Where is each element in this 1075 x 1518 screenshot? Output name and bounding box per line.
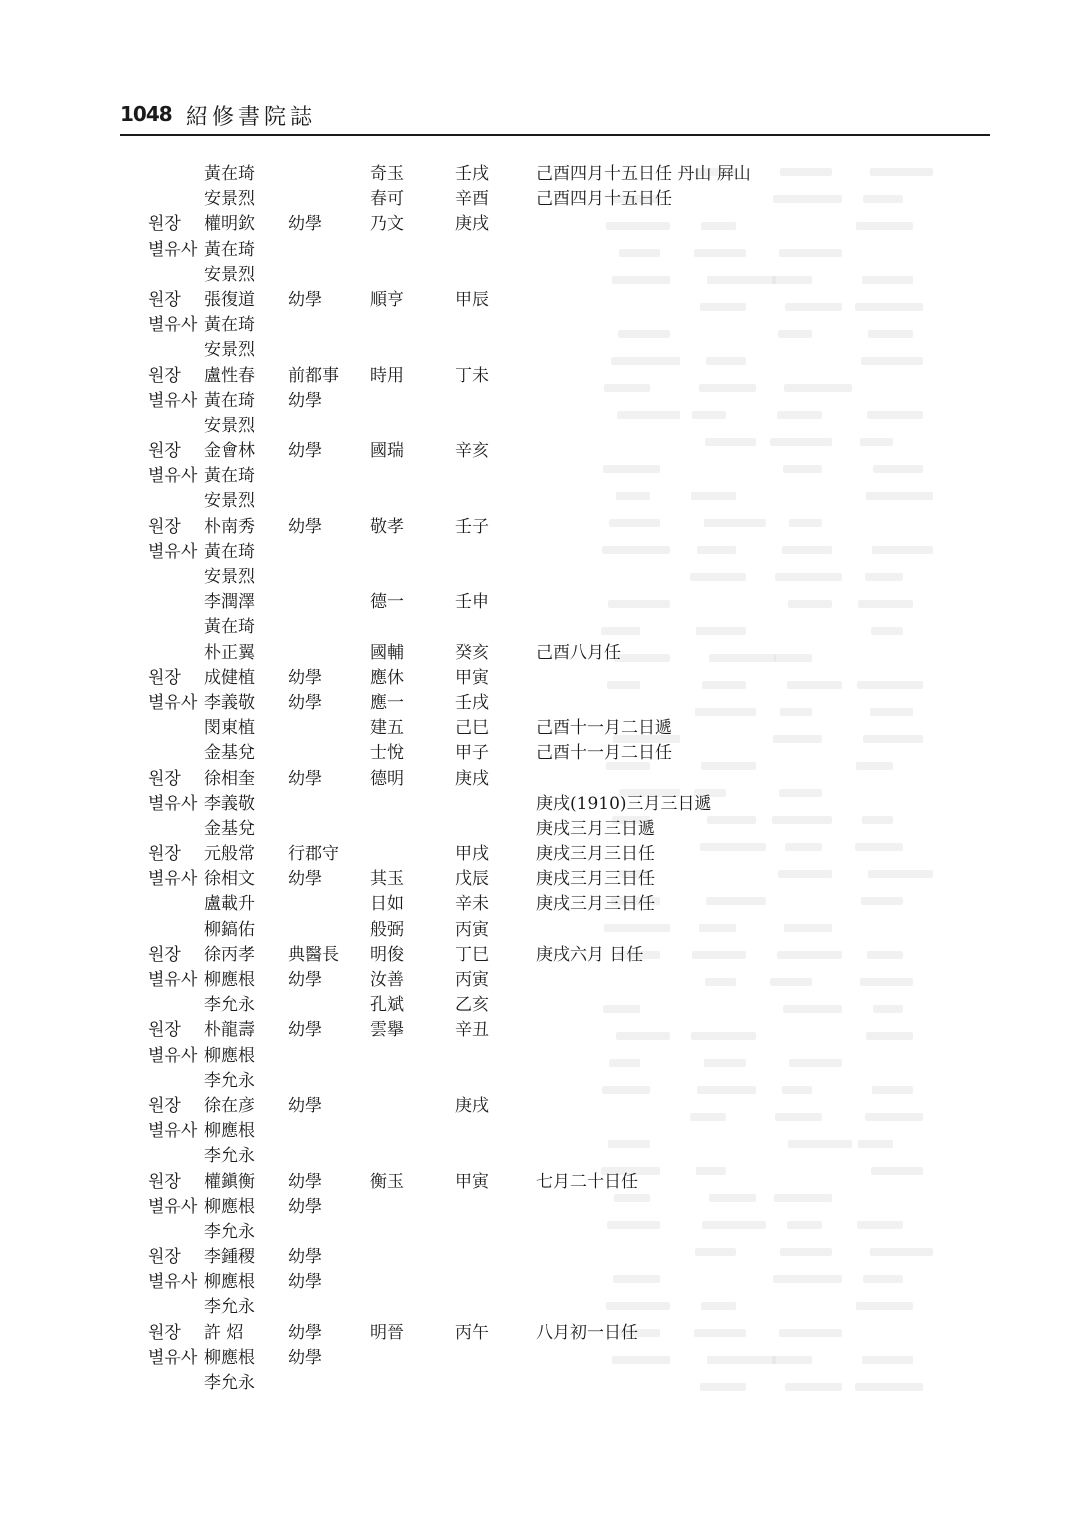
birth-year: 庚戌 [455, 1095, 489, 1116]
page-number: 1048 [120, 102, 172, 126]
roster-row [0, 288, 1075, 313]
roster-row [0, 439, 1075, 464]
roster-row [0, 1220, 1075, 1245]
appointment-note: 庚戌(1910)三月三日遞 [536, 793, 712, 814]
role-label: 원장 [148, 441, 181, 462]
appointment-note: 庚戌三月三日任 [536, 844, 655, 865]
roster-row [0, 212, 1075, 237]
person-name: 黃在琦 [204, 239, 255, 260]
roster-row [0, 943, 1075, 968]
appointment-note: 己酉十一月二日遞 [536, 718, 672, 739]
birth-year: 甲寅 [455, 667, 489, 688]
roster-row [0, 590, 1075, 615]
role-label: 별유사 [148, 970, 198, 990]
person-name: 黃在琦 [204, 541, 255, 562]
courtesy-name: 雲擧 [370, 1020, 404, 1041]
courtesy-name: 衡玉 [370, 1171, 404, 1192]
roster-list [0, 162, 1075, 1396]
roster-row [0, 615, 1075, 640]
title-label: 幼學 [288, 970, 322, 990]
roster-row [0, 464, 1075, 489]
role-label: 별유사 [148, 1045, 198, 1066]
birth-year: 辛未 [455, 894, 489, 915]
person-name: 安景烈 [204, 340, 255, 361]
courtesy-name: 順亨 [370, 289, 404, 310]
role-label: 별유사 [148, 1347, 198, 1368]
roster-row [0, 1195, 1075, 1220]
birth-year: 戊辰 [455, 869, 489, 890]
roster-row [0, 515, 1075, 540]
roster-row [0, 666, 1075, 691]
person-name: 許 炤 [204, 1322, 244, 1343]
person-name: 權鎭衡 [204, 1171, 255, 1192]
person-name: 張復道 [204, 289, 255, 310]
roster-row [0, 1270, 1075, 1295]
roster-row [0, 1245, 1075, 1270]
role-label: 원장 [148, 667, 181, 688]
birth-year: 辛酉 [455, 189, 489, 210]
person-name: 李允永 [204, 1146, 255, 1167]
person-name: 金基兌 [204, 743, 255, 764]
courtesy-name: 建五 [370, 718, 404, 739]
roster-row [0, 767, 1075, 792]
birth-year: 壬戌 [455, 164, 489, 184]
role-label: 원장 [148, 844, 181, 865]
person-name: 徐在彦 [204, 1095, 255, 1116]
roster-row [0, 1295, 1075, 1320]
role-label: 별유사 [148, 869, 198, 890]
person-name: 黃在琦 [204, 617, 255, 638]
courtesy-name: 乃文 [370, 214, 404, 235]
roster-row [0, 162, 1075, 187]
courtesy-name: 奇玉 [370, 164, 404, 184]
courtesy-name: 敬孝 [370, 516, 404, 537]
title-label: 幼學 [288, 667, 322, 688]
roster-row [0, 892, 1075, 917]
person-name: 李允永 [204, 1221, 255, 1242]
role-label: 별유사 [148, 1272, 198, 1293]
person-name: 李允永 [204, 1373, 255, 1393]
title-label: 幼學 [288, 1247, 322, 1268]
person-name: 安景烈 [204, 567, 255, 587]
roster-row [0, 691, 1075, 716]
person-name: 成健植 [204, 667, 255, 688]
person-name: 元般常 [204, 844, 255, 865]
courtesy-name: 春可 [370, 189, 404, 210]
courtesy-name: 明晉 [370, 1322, 404, 1343]
roster-row [0, 540, 1075, 565]
courtesy-name: 國瑞 [370, 441, 404, 462]
birth-year: 甲子 [455, 743, 489, 764]
person-name: 李鍾稷 [204, 1247, 255, 1268]
roster-row [0, 1321, 1075, 1346]
person-name: 李允永 [204, 1070, 255, 1091]
birth-year: 庚戌 [455, 214, 489, 235]
person-name: 柳應根 [204, 1272, 255, 1293]
birth-year: 甲戌 [455, 844, 489, 865]
courtesy-name: 般弼 [370, 919, 404, 940]
title-label: 幼學 [288, 1095, 322, 1116]
title-label: 行郡守 [288, 844, 339, 865]
appointment-note: 庚戌三月三日任 [536, 894, 655, 915]
role-label: 별유사 [148, 239, 198, 260]
person-name: 李義敬 [204, 793, 255, 814]
birth-year: 辛亥 [455, 441, 489, 462]
person-name: 徐相奎 [204, 768, 255, 789]
title-label: 幼學 [288, 441, 322, 462]
roster-row [0, 867, 1075, 892]
birth-year: 甲寅 [455, 1171, 489, 1192]
title-label: 幼學 [288, 516, 322, 537]
roster-row [0, 565, 1075, 590]
title-label: 典醫長 [288, 944, 339, 965]
person-name: 柳應根 [204, 1121, 255, 1142]
person-name: 李義敬 [204, 692, 255, 713]
title-label: 幼學 [288, 869, 322, 890]
role-label: 별유사 [148, 1121, 198, 1142]
courtesy-name: 汝善 [370, 970, 404, 990]
courtesy-name: 德明 [370, 768, 404, 789]
birth-year: 壬子 [455, 516, 489, 537]
birth-year: 甲辰 [455, 289, 489, 310]
person-name: 安景烈 [204, 264, 255, 285]
roster-row [0, 1119, 1075, 1144]
title-label: 幼學 [288, 768, 322, 789]
birth-year: 癸亥 [455, 642, 489, 663]
title-label: 幼學 [288, 1272, 322, 1293]
person-name: 柳應根 [204, 970, 255, 990]
title-label: 幼學 [288, 214, 322, 235]
roster-row [0, 641, 1075, 666]
role-label: 원장 [148, 365, 181, 386]
birth-year: 壬申 [455, 592, 489, 613]
person-name: 黃在琦 [204, 164, 255, 184]
roster-row [0, 817, 1075, 842]
person-name: 徐相文 [204, 869, 255, 890]
appointment-note: 七月二十日任 [536, 1171, 638, 1192]
title-label: 幼學 [288, 1020, 322, 1041]
roster-row [0, 1346, 1075, 1371]
roster-row [0, 1094, 1075, 1119]
appointment-note: 庚戌六月 日任 [536, 944, 644, 965]
birth-year: 庚戌 [455, 768, 489, 789]
birth-year: 丙寅 [455, 919, 489, 940]
person-name: 徐丙孝 [204, 944, 255, 965]
courtesy-name: 應一 [370, 692, 404, 713]
birth-year: 辛丑 [455, 1020, 489, 1041]
person-name: 柳應根 [204, 1045, 255, 1066]
courtesy-name: 其玉 [370, 869, 404, 890]
courtesy-name: 國輔 [370, 642, 404, 663]
roster-row [0, 842, 1075, 867]
role-label: 별유사 [148, 466, 198, 487]
roster-row [0, 1069, 1075, 1094]
appointment-note: 己酉八月任 [536, 642, 621, 663]
roster-row [0, 1170, 1075, 1195]
roster-row [0, 414, 1075, 439]
courtesy-name: 應休 [370, 667, 404, 688]
person-name: 閔東植 [204, 718, 255, 739]
role-label: 원장 [148, 1095, 181, 1116]
title-label: 前都事 [288, 365, 339, 386]
birth-year: 丙寅 [455, 970, 489, 990]
appointment-note: 庚戌三月三日任 [536, 869, 655, 890]
role-label: 별유사 [148, 315, 198, 336]
title-label: 幼學 [288, 1196, 322, 1217]
appointment-note: 己酉十一月二日任 [536, 743, 672, 764]
person-name: 權明欽 [204, 214, 255, 235]
person-name: 安景烈 [204, 415, 255, 436]
person-name: 李潤澤 [204, 592, 255, 613]
courtesy-name: 孔斌 [370, 995, 404, 1016]
person-name: 盧載升 [204, 894, 255, 915]
role-label: 원장 [148, 768, 181, 789]
title-label: 幼學 [288, 692, 322, 713]
person-name: 柳應根 [204, 1196, 255, 1217]
role-label: 원장 [148, 289, 181, 310]
roster-row [0, 389, 1075, 414]
title-label: 幼學 [288, 1322, 322, 1343]
person-name: 黃在琦 [204, 315, 255, 336]
roster-row [0, 489, 1075, 514]
person-name: 朴正翼 [204, 642, 255, 663]
role-label: 원장 [148, 1322, 181, 1343]
person-name: 金基兌 [204, 818, 255, 839]
role-label: 별유사 [148, 793, 198, 814]
roster-row [0, 993, 1075, 1018]
roster-row [0, 364, 1075, 389]
person-name: 柳應根 [204, 1347, 255, 1368]
page-header [120, 100, 990, 136]
person-name: 黃在琦 [204, 390, 255, 411]
role-label: 별유사 [148, 692, 198, 713]
courtesy-name: 日如 [370, 894, 404, 915]
roster-row [0, 1144, 1075, 1169]
courtesy-name: 時用 [370, 365, 404, 386]
role-label: 원장 [148, 516, 181, 537]
birth-year: 丁巳 [455, 944, 489, 965]
role-label: 원장 [148, 944, 181, 965]
title-label: 幼學 [288, 1347, 322, 1368]
roster-row [0, 792, 1075, 817]
birth-year: 丁未 [455, 365, 489, 386]
person-name: 柳鎬佑 [204, 919, 255, 940]
roster-row [0, 1018, 1075, 1043]
roster-row [0, 968, 1075, 993]
roster-row [0, 918, 1075, 943]
roster-row [0, 313, 1075, 338]
person-name: 李允永 [204, 995, 255, 1016]
book-title: 紹修書院誌 [186, 105, 317, 130]
title-label: 幼學 [288, 289, 322, 310]
birth-year: 乙亥 [455, 995, 489, 1016]
appointment-note: 己酉四月十五日任 丹山 屛山 [536, 164, 751, 184]
role-label: 원장 [148, 1171, 181, 1192]
person-name: 安景烈 [204, 189, 255, 210]
courtesy-name: 德一 [370, 592, 404, 613]
roster-row [0, 741, 1075, 766]
role-label: 원장 [148, 1247, 181, 1268]
appointment-note: 庚戌三月三日遞 [536, 818, 655, 839]
title-label: 幼學 [288, 1171, 322, 1192]
person-name: 盧性春 [204, 365, 255, 386]
appointment-note: 己酉四月十五日任 [536, 189, 672, 210]
person-name: 李允永 [204, 1297, 255, 1318]
courtesy-name: 明俊 [370, 944, 404, 965]
roster-row [0, 263, 1075, 288]
roster-row [0, 716, 1075, 741]
title-label: 幼學 [288, 390, 322, 411]
roster-row [0, 338, 1075, 363]
person-name: 安景烈 [204, 491, 255, 512]
role-label: 원장 [148, 214, 181, 235]
appointment-note: 八月初一日任 [536, 1322, 638, 1343]
roster-row [0, 1044, 1075, 1069]
role-label: 별유사 [148, 1196, 198, 1217]
person-name: 黃在琦 [204, 466, 255, 487]
roster-row [0, 1371, 1075, 1396]
birth-year: 壬戌 [455, 692, 489, 713]
birth-year: 己巳 [455, 718, 489, 739]
roster-row [0, 187, 1075, 212]
courtesy-name: 士悅 [370, 743, 404, 764]
person-name: 朴龍壽 [204, 1020, 255, 1041]
person-name: 金會林 [204, 441, 255, 462]
role-label: 원장 [148, 1020, 181, 1041]
roster-row [0, 238, 1075, 263]
role-label: 별유사 [148, 390, 198, 411]
person-name: 朴南秀 [204, 516, 255, 537]
birth-year: 丙午 [455, 1322, 489, 1343]
role-label: 별유사 [148, 541, 198, 562]
